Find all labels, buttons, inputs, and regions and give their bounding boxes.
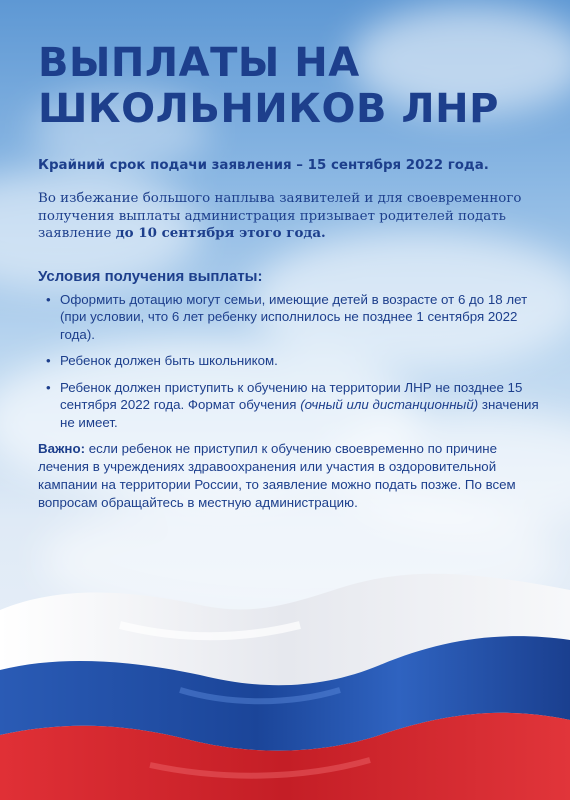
list-item-text: Оформить дотацию могут семьи, имеющие детей в возрасте от 6 до 18 лет (при условии, что 6 лет ребенку исполнилось не позднее 1 сентября 2022 года). — [60, 291, 528, 342]
intro-paragraph — [38, 190, 543, 243]
title-line-2: ШКОЛЬНИКОВ ЛНР — [38, 86, 499, 132]
list-item — [38, 379, 543, 432]
title-line-1: ВЫПЛАТЫ НА — [38, 40, 360, 86]
deadline-notice: Крайний срок подачи заявления – 15 сентября 2022 года. — [38, 158, 489, 173]
intro-text: Во избежание большого наплыва заявителей и для своевременного получения выплаты администрация призывает родителей подать заявление — [38, 191, 522, 241]
conditions-heading: Условия получения выплаты: — [38, 267, 263, 285]
list-item-italic: (очный или дистанционный) — [300, 397, 479, 412]
important-note — [38, 440, 543, 512]
intro-bold-date: до 10 сентября этого года. — [115, 225, 326, 241]
list-item — [38, 291, 543, 344]
bullet-icon: • — [46, 291, 51, 307]
important-text: если ребенок не приступил к обучению своевременно по причине лечения в учреждениях здравоохранения или участия в оздоровительной кампании на территории России, то заявление можно подать позже. По всем вопросам обращайтесь в местную администрацию. — [38, 441, 516, 510]
page-title — [38, 40, 543, 132]
conditions-section — [38, 268, 543, 432]
list-item-text: Ребенок должен быть школьником. — [60, 353, 278, 368]
bullet-icon: • — [46, 353, 51, 368]
content-block — [38, 40, 543, 512]
bullet-icon: • — [46, 379, 51, 395]
conditions-list — [38, 291, 543, 432]
list-item-text: Ребенок должен приступить к обучению на территории ЛНР не позднее 15 сентября 2022 года. Формат обучения — [60, 379, 523, 412]
important-label: Важно: — [38, 441, 86, 456]
list-item — [38, 352, 543, 370]
list-item-after: значения не имеет. — [60, 397, 539, 430]
